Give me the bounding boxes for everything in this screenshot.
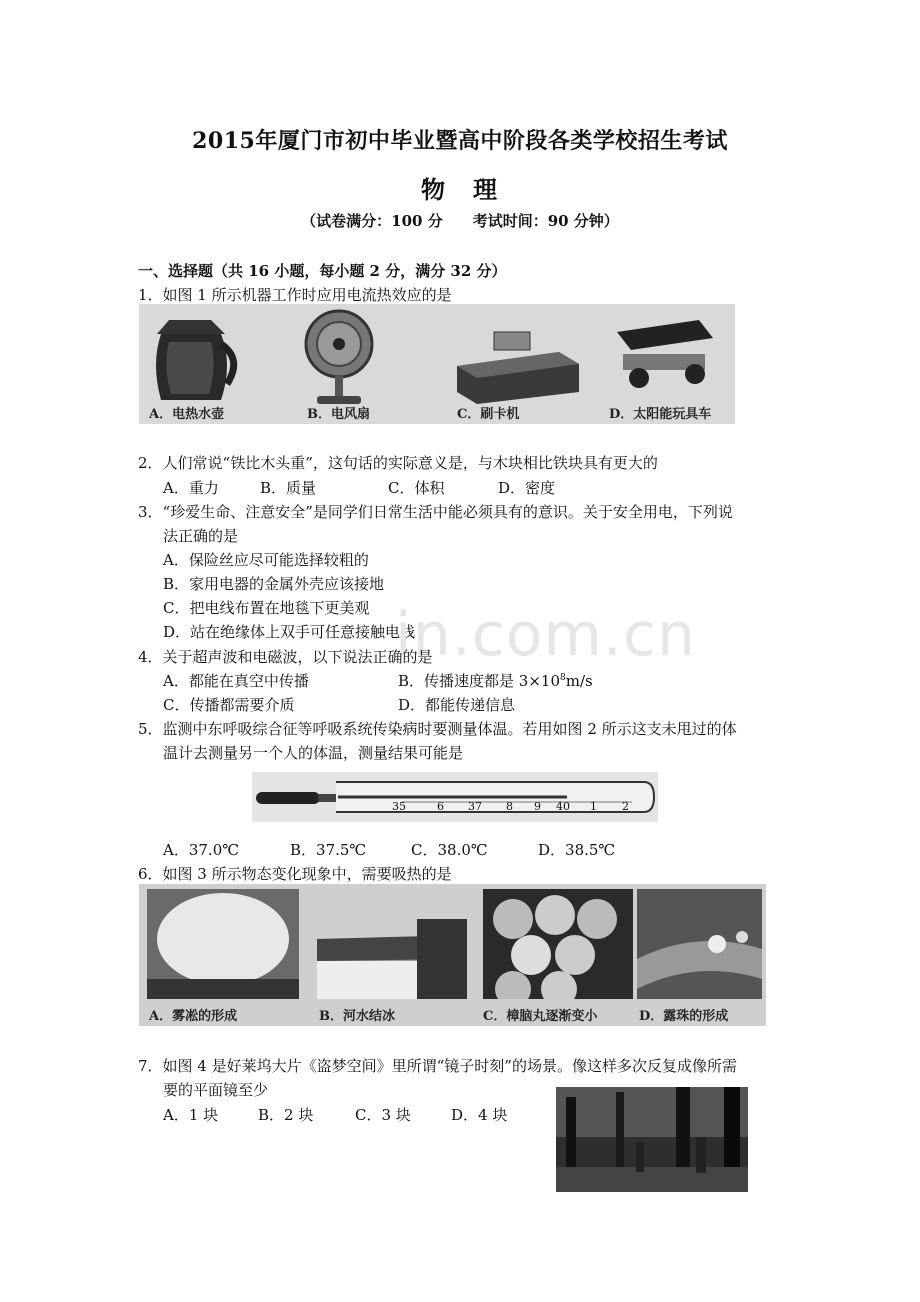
option: B．37.5℃ (290, 841, 367, 859)
option-b (398, 670, 593, 691)
kettle-icon (156, 320, 234, 400)
thermometer-drawing (252, 772, 658, 822)
camphor-balls-photo (483, 889, 633, 999)
option: B．家用电器的金属外壳应该接地 (163, 575, 385, 593)
option: D．密度 (498, 479, 556, 497)
option: C．传播都需要介质 (163, 696, 295, 714)
question-1: 1．如图 1 所示机器工作时应用电流热效应的是 (138, 286, 452, 304)
exam-title: 2015年厦门市初中毕业暨高中阶段各类学校招生考试 (192, 128, 728, 154)
scale-label: 6 (437, 800, 444, 813)
question-5-cont: 温计去测量另一个人的体温，测量结果可能是 (163, 744, 464, 762)
figure-1-caption-c: C．刷卡机 (457, 407, 520, 422)
question-5: 5．监测中东呼吸综合征等呼吸系统传染病时要测量体温。若用如图 2 所示这支未甩过的体 (138, 720, 737, 738)
option: C．38.0℃ (411, 841, 488, 859)
option: A．1 块 (163, 1106, 219, 1124)
scale-label: 37 (468, 800, 482, 813)
dew-photo (637, 889, 762, 999)
option: C．体积 (388, 479, 445, 497)
option: C．把电线布置在地毯下更美观 (163, 599, 370, 617)
figure-3-caption-b: B．河水结冰 (319, 1009, 395, 1024)
option: D．都能传递信息 (398, 696, 516, 714)
mirror-scene-drawing (556, 1087, 748, 1192)
option: A．重力 (163, 479, 219, 497)
option: D．4 块 (451, 1106, 508, 1124)
scale-label: 8 (506, 800, 513, 813)
frozen-river-photo (317, 889, 467, 999)
question-6: 6．如图 3 所示物态变化现象中，需要吸热的是 (138, 865, 452, 883)
figure-1 (139, 304, 735, 424)
rime-photo (147, 889, 299, 999)
option: B．2 块 (258, 1106, 314, 1124)
figure-3-caption-c: C．樟脑丸逐渐变小 (483, 1009, 598, 1024)
subject-title: 物 理 (421, 175, 499, 204)
figure-3 (139, 884, 766, 1026)
figure-1-caption-d: D．太阳能玩具车 (609, 407, 712, 422)
question-2: 2．人们常说“铁比木头重”，这句话的实际意义是，与木块相比铁块具有更大的 (138, 454, 658, 472)
mirror-scene-photo (556, 1087, 748, 1192)
solar-car-icon (617, 320, 713, 388)
option: A．保险丝应尽可能选择较粗的 (163, 551, 369, 569)
scale-label: 35 (392, 800, 406, 813)
figure-3-caption-a: A．雾凇的形成 (149, 1009, 238, 1024)
option: D．站在绝缘体上双手可任意接触电线 (163, 623, 416, 641)
option: C．3 块 (355, 1106, 411, 1124)
question-7-cont: 要的平面镜至少 (163, 1081, 269, 1099)
option: D．38.5℃ (538, 841, 616, 859)
scale-label: 40 (556, 800, 570, 813)
option-b-unit: m/s (565, 672, 593, 690)
option-b-exponent: 8 (560, 673, 566, 683)
scale-label: 2 (622, 800, 629, 813)
thermometer-figure (252, 772, 658, 822)
option: A．37.0℃ (163, 841, 240, 859)
card-reader-icon (457, 332, 579, 404)
figure-1-caption-a: A．电热水壶 (149, 407, 225, 422)
question-7: 7．如图 4 是好莱坞大片《盗梦空间》里所谓“镜子时刻”的场景。像这样多次反复成像所需 (138, 1057, 737, 1075)
figure-3-caption-d: D．露珠的形成 (639, 1009, 729, 1024)
figure-1-caption-b: B．电风扇 (307, 407, 370, 422)
question-3: 3．“珍爱生命、注意安全”是同学们日常生活中能必须具有的意识。关于安全用电，下列说 (138, 503, 733, 521)
option-b-base: B．传播速度都是 3×10 (398, 672, 560, 690)
section-heading: 一、选择题（共 16 小题，每小题 2 分，满分 32 分） (138, 262, 507, 280)
option: B．质量 (260, 479, 317, 497)
scale-label: 1 (590, 800, 597, 813)
question-4: 4．关于超声波和电磁波，以下说法正确的是 (138, 648, 433, 666)
exam-info: （试卷满分：100 分 考试时间：90 分钟） (301, 212, 619, 230)
option: A．都能在真空中传播 (163, 672, 309, 690)
scale-label: 9 (534, 800, 541, 813)
fan-icon (306, 311, 372, 404)
watermark: in.com.cn (395, 600, 697, 670)
question-3-cont: 法正确的是 (163, 527, 239, 545)
